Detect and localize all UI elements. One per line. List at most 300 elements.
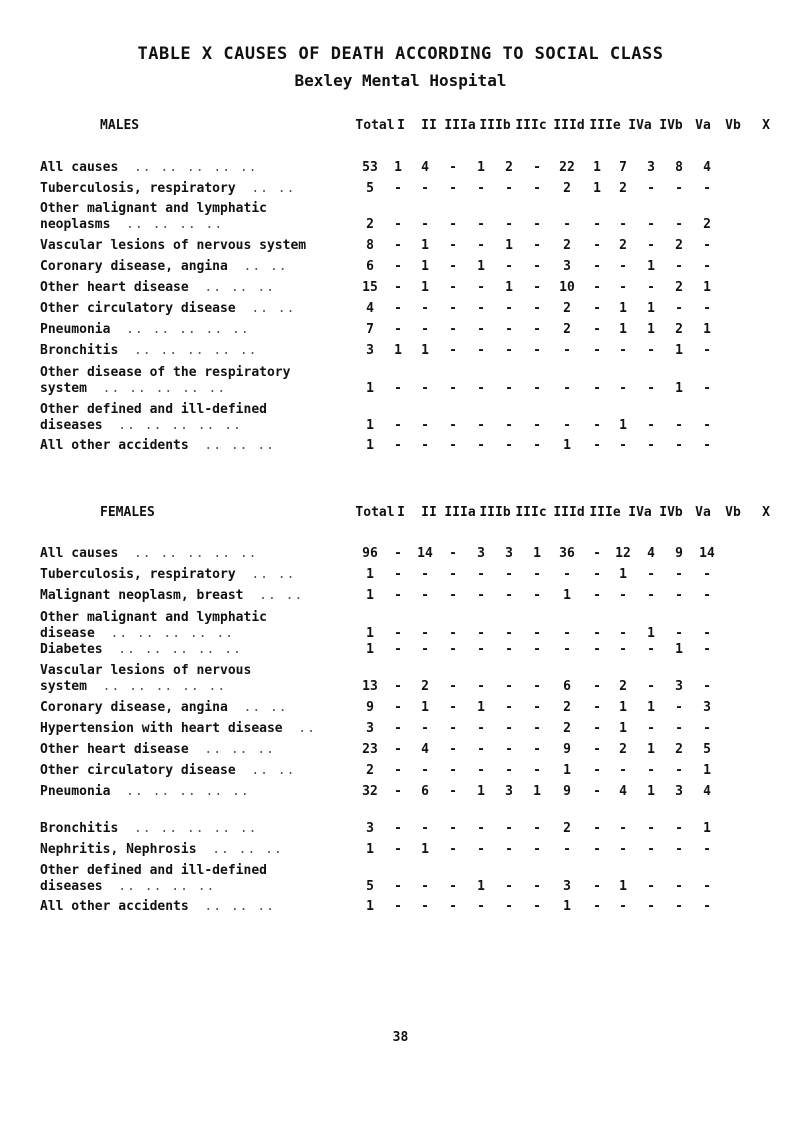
table-cell: - <box>505 567 513 582</box>
table-cell: - <box>449 679 457 694</box>
table-cell: - <box>477 322 485 337</box>
table-cell: - <box>675 721 683 736</box>
table-cell: - <box>593 700 601 715</box>
table-cell: - <box>647 763 655 778</box>
table-cell: 22 <box>559 160 575 175</box>
table-cell: 1 <box>619 721 627 736</box>
row-label <box>40 610 267 625</box>
table-cell: - <box>675 626 683 641</box>
row-label <box>40 402 267 417</box>
table-cell: - <box>421 763 429 778</box>
table-cell: 4 <box>647 546 655 561</box>
table-cell: - <box>593 763 601 778</box>
table-cell: - <box>703 238 711 253</box>
table-cell: - <box>449 821 457 836</box>
table-cell: - <box>477 763 485 778</box>
table-cell: 1 <box>563 438 571 453</box>
table-cell: - <box>533 763 541 778</box>
table-cell: - <box>421 217 429 232</box>
table-cell: 7 <box>619 160 627 175</box>
column-header: I <box>397 505 405 520</box>
column-header: IVb <box>659 118 683 133</box>
leader-dots: .. .. <box>251 181 296 196</box>
table-cell: - <box>505 821 513 836</box>
table-cell: - <box>477 217 485 232</box>
column-header: Vb <box>725 505 741 520</box>
table-cell: - <box>449 899 457 914</box>
leader-dots: .. .. .. .. .. <box>118 642 242 657</box>
table-cell: 2 <box>619 238 627 253</box>
table-cell: - <box>421 418 429 433</box>
column-header: IIId <box>553 118 585 133</box>
table-cell: 1 <box>421 259 429 274</box>
row-label-text: Other heart disease <box>40 280 189 295</box>
table-cell: - <box>647 567 655 582</box>
table-cell: - <box>593 784 601 799</box>
females-header-row <box>0 505 801 525</box>
table-cell: - <box>533 742 541 757</box>
table-cell: 1 <box>647 259 655 274</box>
table-cell: - <box>593 626 601 641</box>
row-label <box>40 238 306 253</box>
table-cell: - <box>647 280 655 295</box>
table-cell: 1 <box>505 280 513 295</box>
table-cell: 1 <box>477 160 485 175</box>
table-cell: - <box>647 821 655 836</box>
table-cell: - <box>421 721 429 736</box>
row-label-text: Nephritis, Nephrosis <box>40 842 197 857</box>
table-cell: 4 <box>421 160 429 175</box>
table-cell: - <box>533 322 541 337</box>
table-cell: - <box>563 217 571 232</box>
table-cell: 3 <box>675 784 683 799</box>
table-cell: - <box>421 899 429 914</box>
column-header: IIIa <box>444 118 476 133</box>
table-cell: - <box>563 343 571 358</box>
table-cell: - <box>703 381 711 396</box>
table-cell: 1 <box>477 259 485 274</box>
leader-dots: .. .. .. <box>204 899 275 914</box>
row-label-text: All causes <box>40 546 119 561</box>
table-cell: - <box>675 181 683 196</box>
column-header: IIIc <box>515 505 547 520</box>
table-cell: - <box>449 322 457 337</box>
table-cell: 3 <box>477 546 485 561</box>
leader-dots: .. .. .. <box>204 438 275 453</box>
table-cell: 2 <box>675 322 683 337</box>
column-header: IIIa <box>444 505 476 520</box>
table-cell: 2 <box>563 721 571 736</box>
table-cell: 1 <box>394 343 402 358</box>
table-cell: - <box>533 418 541 433</box>
table-cell: - <box>675 763 683 778</box>
table-cell: 2 <box>563 238 571 253</box>
row-label <box>40 259 288 274</box>
table-cell: - <box>505 181 513 196</box>
row-label <box>40 181 295 196</box>
table-cell: 5 <box>366 181 374 196</box>
table-cell: - <box>619 217 627 232</box>
row-label <box>40 899 275 914</box>
leader-dots: .. .. .. .. .. <box>102 679 227 694</box>
table-cell: 1 <box>366 842 374 857</box>
table-cell: - <box>533 301 541 316</box>
table-cell: 2 <box>366 217 374 232</box>
table-cell: - <box>477 301 485 316</box>
table-cell: - <box>563 381 571 396</box>
table-cell: 1 <box>619 322 627 337</box>
column-header: Va <box>695 505 711 520</box>
table-cell: 6 <box>421 784 429 799</box>
table-cell: - <box>505 742 513 757</box>
table-cell: - <box>563 842 571 857</box>
table-cell: - <box>505 438 513 453</box>
table-cell: - <box>505 217 513 232</box>
table-cell: - <box>394 438 402 453</box>
table-cell: 1 <box>394 160 402 175</box>
table-cell: - <box>703 721 711 736</box>
table-cell: - <box>593 217 601 232</box>
column-header: X <box>762 505 770 520</box>
table-cell: - <box>449 626 457 641</box>
leader-dots: .. .. .. .. <box>118 879 216 894</box>
row-label <box>40 742 275 757</box>
table-cell: - <box>619 763 627 778</box>
table-cell: - <box>449 301 457 316</box>
table-cell: - <box>421 588 429 603</box>
table-cell: - <box>533 217 541 232</box>
table-cell: - <box>647 899 655 914</box>
table-cell: 2 <box>675 742 683 757</box>
table-cell: - <box>394 821 402 836</box>
table-cell: - <box>394 301 402 316</box>
column-header: II <box>421 505 437 520</box>
table-cell: 2 <box>505 160 513 175</box>
table-cell: - <box>533 567 541 582</box>
row-label-text: diseases <box>40 879 103 894</box>
table-cell: 2 <box>563 322 571 337</box>
table-cell: - <box>477 842 485 857</box>
table-cell: 1 <box>533 784 541 799</box>
leader-dots: .. .. .. .. .. <box>133 343 258 358</box>
row-label-text: Other defined and ill-defined <box>40 402 267 417</box>
table-cell: 1 <box>619 700 627 715</box>
table-cell: - <box>449 588 457 603</box>
table-cell: - <box>533 700 541 715</box>
table-cell: 8 <box>366 238 374 253</box>
table-cell: - <box>477 381 485 396</box>
row-label <box>40 863 267 878</box>
table-cell: - <box>533 626 541 641</box>
table-cell: - <box>477 642 485 657</box>
table-cell: - <box>449 181 457 196</box>
table-cell: 7 <box>366 322 374 337</box>
table-cell: - <box>477 626 485 641</box>
table-cell: - <box>477 679 485 694</box>
table-cell: 6 <box>366 259 374 274</box>
table-cell: - <box>421 381 429 396</box>
table-cell: - <box>394 181 402 196</box>
table-cell: 3 <box>703 700 711 715</box>
table-cell: 1 <box>477 700 485 715</box>
table-cell: 1 <box>703 280 711 295</box>
table-cell: 2 <box>675 238 683 253</box>
table-cell: - <box>675 588 683 603</box>
table-cell: - <box>703 343 711 358</box>
table-cell: - <box>477 567 485 582</box>
row-label-text: Vascular lesions of nervous <box>40 663 252 678</box>
row-label <box>40 381 226 396</box>
table-cell: - <box>449 879 457 894</box>
table-cell: - <box>394 899 402 914</box>
table-cell: 1 <box>619 567 627 582</box>
table-cell: - <box>703 679 711 694</box>
table-cell: - <box>593 438 601 453</box>
table-cell: - <box>703 181 711 196</box>
row-label <box>40 365 290 380</box>
table-cell: - <box>619 259 627 274</box>
leader-dots: .. .. .. .. .. <box>102 381 227 396</box>
table-cell: - <box>533 381 541 396</box>
row-label-text: Bronchitis <box>40 343 119 358</box>
leader-dots: .. .. .. .. .. <box>133 546 258 561</box>
leader-dots: .. .. .. .. .. <box>133 821 258 836</box>
table-cell: 1 <box>647 700 655 715</box>
table-cell: 5 <box>703 742 711 757</box>
table-cell: - <box>421 626 429 641</box>
row-label <box>40 438 275 453</box>
row-label <box>40 418 242 433</box>
table-cell: 2 <box>563 821 571 836</box>
males-section-label: MALES <box>100 118 140 133</box>
table-cell: - <box>593 879 601 894</box>
row-label-text: Diabetes <box>40 642 103 657</box>
table-cell: - <box>477 721 485 736</box>
row-label <box>40 784 250 799</box>
table-cell: - <box>505 642 513 657</box>
table-cell: - <box>675 567 683 582</box>
table-cell: 4 <box>703 784 711 799</box>
row-label-text: Tuberculosis, respiratory <box>40 567 236 582</box>
table-cell: - <box>593 721 601 736</box>
table-cell: 1 <box>703 821 711 836</box>
row-label <box>40 721 316 736</box>
row-label <box>40 679 226 694</box>
table-cell: - <box>703 879 711 894</box>
table-cell: - <box>593 322 601 337</box>
table-cell: 1 <box>366 567 374 582</box>
column-header: Va <box>695 118 711 133</box>
table-cell: - <box>533 181 541 196</box>
table-cell: - <box>533 280 541 295</box>
column-header: X <box>762 118 770 133</box>
table-cell: 14 <box>699 546 715 561</box>
row-label <box>40 588 303 603</box>
table-cell: 1 <box>593 160 601 175</box>
table-cell: 2 <box>421 679 429 694</box>
table-cell: - <box>675 438 683 453</box>
table-cell: 1 <box>647 626 655 641</box>
row-label-text: Hypertension with heart disease <box>40 721 283 736</box>
table-cell: 2 <box>563 181 571 196</box>
table-cell: 3 <box>505 784 513 799</box>
leader-dots: .. .. .. .. .. <box>110 626 235 641</box>
row-label-text: system <box>40 381 87 396</box>
table-cell: - <box>533 842 541 857</box>
table-cell: - <box>449 438 457 453</box>
row-label-text: All causes <box>40 160 119 175</box>
table-cell: - <box>477 588 485 603</box>
table-cell: - <box>647 842 655 857</box>
females-section-label: FEMALES <box>100 505 155 520</box>
table-cell: - <box>675 217 683 232</box>
table-cell: - <box>421 879 429 894</box>
table-cell: 3 <box>366 721 374 736</box>
table-cell: 1 <box>533 546 541 561</box>
table-cell: 36 <box>559 546 575 561</box>
row-label-text: All other accidents <box>40 899 189 914</box>
table-cell: - <box>533 899 541 914</box>
table-cell: 9 <box>563 784 571 799</box>
table-cell: - <box>421 438 429 453</box>
table-cell: 1 <box>675 642 683 657</box>
table-cell: - <box>394 626 402 641</box>
table-cell: - <box>533 588 541 603</box>
row-label-text: Other circulatory disease <box>40 301 236 316</box>
row-label-text: system <box>40 679 87 694</box>
row-label <box>40 201 267 216</box>
table-cell: - <box>505 842 513 857</box>
table-cell: - <box>449 343 457 358</box>
table-cell: 1 <box>366 626 374 641</box>
row-label-text: Other heart disease <box>40 742 189 757</box>
table-cell: - <box>533 438 541 453</box>
table-cell: 2 <box>563 301 571 316</box>
table-cell: 9 <box>563 742 571 757</box>
column-header: IVa <box>628 118 652 133</box>
table-cell: 2 <box>619 181 627 196</box>
table-cell: - <box>593 642 601 657</box>
table-cell: - <box>477 343 485 358</box>
table-cell: 1 <box>647 301 655 316</box>
table-cell: - <box>647 217 655 232</box>
table-cell: - <box>619 899 627 914</box>
table-subtitle: Bexley Mental Hospital <box>294 71 507 90</box>
table-cell: - <box>593 238 601 253</box>
table-cell: - <box>675 700 683 715</box>
table-cell: - <box>593 301 601 316</box>
table-cell: 4 <box>421 742 429 757</box>
table-cell: - <box>619 438 627 453</box>
table-cell: - <box>703 899 711 914</box>
table-cell: - <box>703 642 711 657</box>
column-header: I <box>397 118 405 133</box>
row-label-text: Other circulatory disease <box>40 763 236 778</box>
leader-dots: .. .. .. .. .. <box>118 418 242 433</box>
table-cell: - <box>449 238 457 253</box>
table-cell: - <box>394 742 402 757</box>
table-cell: - <box>394 700 402 715</box>
row-label <box>40 160 258 175</box>
table-cell: 2 <box>675 280 683 295</box>
table-cell: 1 <box>619 418 627 433</box>
table-cell: - <box>477 181 485 196</box>
table-cell: 23 <box>362 742 378 757</box>
column-header: IVa <box>628 505 652 520</box>
table-cell: - <box>593 280 601 295</box>
row-label <box>40 700 288 715</box>
row-label <box>40 217 223 232</box>
table-cell: - <box>619 642 627 657</box>
table-cell: - <box>675 301 683 316</box>
leader-dots: .. .. <box>251 567 296 582</box>
table-cell: - <box>449 381 457 396</box>
table-cell: 14 <box>417 546 433 561</box>
table-cell: - <box>477 280 485 295</box>
table-cell: - <box>593 588 601 603</box>
table-cell: - <box>533 238 541 253</box>
table-cell: - <box>394 679 402 694</box>
table-cell: 1 <box>647 322 655 337</box>
table-cell: 1 <box>421 343 429 358</box>
table-cell: - <box>703 438 711 453</box>
table-cell: - <box>505 322 513 337</box>
column-header: IIIb <box>479 505 511 520</box>
table-cell: 1 <box>675 381 683 396</box>
table-cell: 96 <box>362 546 378 561</box>
row-label-text: Bronchitis <box>40 821 119 836</box>
table-cell: 2 <box>366 763 374 778</box>
table-cell: 1 <box>563 588 571 603</box>
row-label-text: Coronary disease, angina <box>40 700 228 715</box>
table-cell: - <box>619 821 627 836</box>
table-cell: 1 <box>421 280 429 295</box>
table-cell: - <box>619 842 627 857</box>
row-label <box>40 343 258 358</box>
table-cell: 1 <box>477 784 485 799</box>
table-cell: 3 <box>647 160 655 175</box>
table-cell: 2 <box>619 679 627 694</box>
row-label-text: Other malignant and lymphatic <box>40 201 267 216</box>
table-cell: 3 <box>563 879 571 894</box>
table-cell: - <box>533 679 541 694</box>
table-cell: - <box>675 821 683 836</box>
column-header: II <box>421 118 437 133</box>
table-cell: 2 <box>563 700 571 715</box>
column-header: IVb <box>659 505 683 520</box>
table-cell: - <box>477 418 485 433</box>
leader-dots: .. .. .. <box>212 842 283 857</box>
table-cell: 1 <box>421 700 429 715</box>
table-cell: - <box>394 879 402 894</box>
table-cell: - <box>647 879 655 894</box>
column-header: IIIb <box>479 118 511 133</box>
table-cell: - <box>449 217 457 232</box>
table-cell: - <box>647 721 655 736</box>
row-label <box>40 301 295 316</box>
table-cell: - <box>703 567 711 582</box>
leader-dots: .. .. .. <box>204 742 275 757</box>
table-cell: - <box>593 899 601 914</box>
row-label-text: Coronary disease, angina <box>40 259 228 274</box>
table-cell: - <box>394 842 402 857</box>
row-label <box>40 546 258 561</box>
leader-dots: .. .. .. .. .. <box>126 784 250 799</box>
table-cell: 8 <box>675 160 683 175</box>
table-cell: - <box>505 700 513 715</box>
table-cell: 5 <box>366 879 374 894</box>
table-cell: - <box>421 181 429 196</box>
